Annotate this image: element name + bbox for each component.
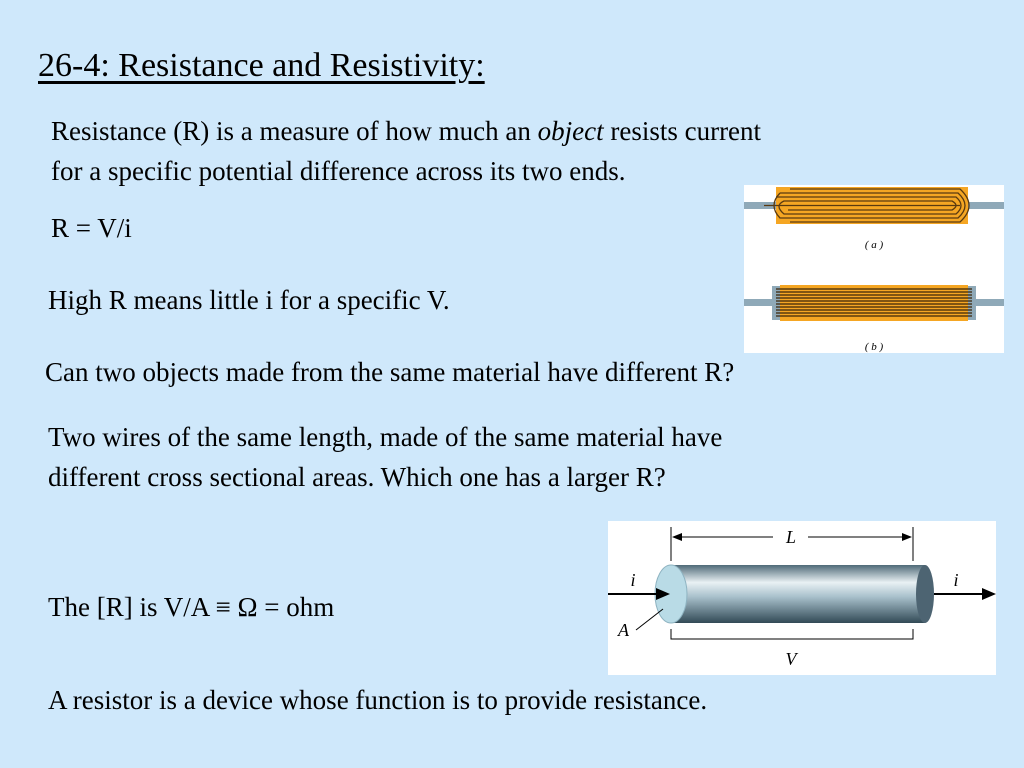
figure-label-a: ( a ) (864, 239, 884, 251)
resistance-definition (51, 111, 761, 191)
two-wires-question: Two wires of the same length, made of the same material have different cross sectional areas. Which one has a larger R? (48, 422, 723, 492)
figure-label-b: ( b ) (864, 341, 884, 353)
current-label-right: i (953, 570, 959, 590)
resistor-coils-figure (744, 185, 1004, 353)
current-label-left: i (630, 570, 636, 590)
unit-of-resistance: The [R] is V/A ≡ Ω = ohm (48, 592, 335, 622)
area-label: A (618, 620, 629, 640)
length-label: L (785, 527, 797, 547)
same-material-question: Can two objects made from the same material have different R? (45, 357, 735, 387)
high-r-statement: High R means little i for a specific V. (48, 285, 450, 315)
resistance-formula: R = V/i (51, 213, 132, 243)
slide-title: 26-4: Resistance and Resistivity: (38, 47, 485, 84)
resistance-definition-line2: for a specific potential difference across its two ends. (51, 156, 626, 186)
resistor-coils-illustration (744, 185, 1004, 353)
voltage-label: V (785, 649, 797, 669)
cylindrical-conductor-illustration (608, 521, 996, 675)
resistor-definition: A resistor is a device whose function is to provide resistance. (48, 685, 708, 715)
resistance-definition-line1: Resistance (R) is a measure of how much an object resists current (51, 116, 762, 146)
cylindrical-conductor-figure (608, 521, 996, 675)
